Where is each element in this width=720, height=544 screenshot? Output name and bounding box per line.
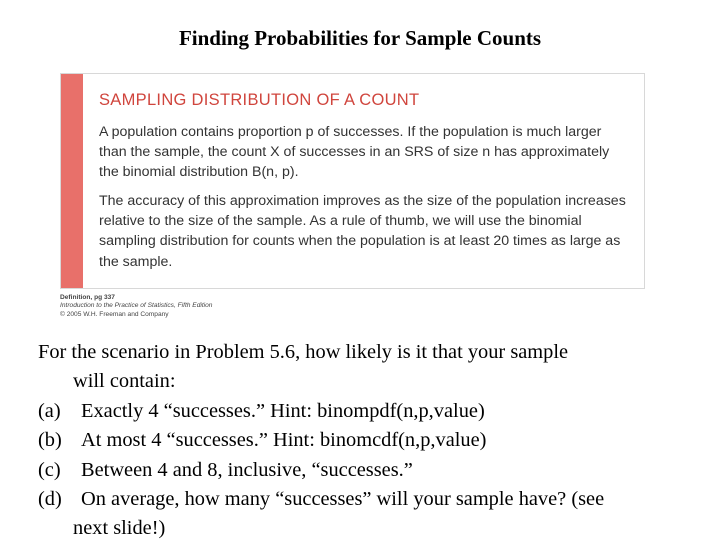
question-block bbox=[38, 338, 708, 544]
question-item-d bbox=[38, 485, 708, 514]
definition-paragraph-1: A population contains proportion p of successes. If the population is much larger than the sample, the count X of successes in an SRS of size n has approximately the binomial distribution B(n, p). bbox=[99, 124, 610, 181]
item-label: (b) bbox=[38, 429, 62, 452]
definition-paragraph-2: The accuracy of this approximation improves as the size of the population increases relative to the size of the sample. As a rule of thumb, we will use the binomial sampling distribution for counts when the population is at least 20 times as large as the sample. bbox=[99, 193, 626, 270]
item-text: On average, how many “successes” will your sample have? (see bbox=[81, 488, 605, 511]
item-text: Between 4 and 8, inclusive, “successes.” bbox=[81, 458, 413, 481]
item-text: Exactly 4 “successes.” Hint: binompdf(n,p,value) bbox=[81, 399, 485, 422]
item-label: (c) bbox=[38, 458, 61, 481]
accent-bar bbox=[61, 74, 83, 288]
caption-line-1: Definition, pg 337 bbox=[60, 294, 115, 301]
question-intro: For the scenario in Problem 5.6, how likely is it that your sample bbox=[38, 341, 569, 363]
question-item-d-continued: next slide!) bbox=[73, 517, 166, 540]
question-item-a bbox=[38, 397, 708, 426]
question-intro-continued: will contain: bbox=[73, 370, 176, 393]
definition-heading: SAMPLING DISTRIBUTION OF A COUNT bbox=[99, 91, 420, 109]
page-title: Finding Probabilities for Sample Counts bbox=[178, 26, 542, 50]
question-item-b bbox=[38, 426, 708, 455]
definition-box bbox=[60, 73, 645, 289]
item-label: (a) bbox=[38, 399, 61, 422]
caption-line-2: Introduction to the Practice of Statistics, Fifth Edition bbox=[60, 302, 213, 310]
caption-line-3: © 2005 W.H. Freeman and Company bbox=[60, 310, 169, 318]
definition-caption bbox=[60, 294, 212, 319]
item-label: (d) bbox=[38, 488, 62, 511]
question-item-c bbox=[38, 456, 708, 485]
item-text: At most 4 “successes.” Hint: binomcdf(n,p,value) bbox=[81, 429, 487, 452]
